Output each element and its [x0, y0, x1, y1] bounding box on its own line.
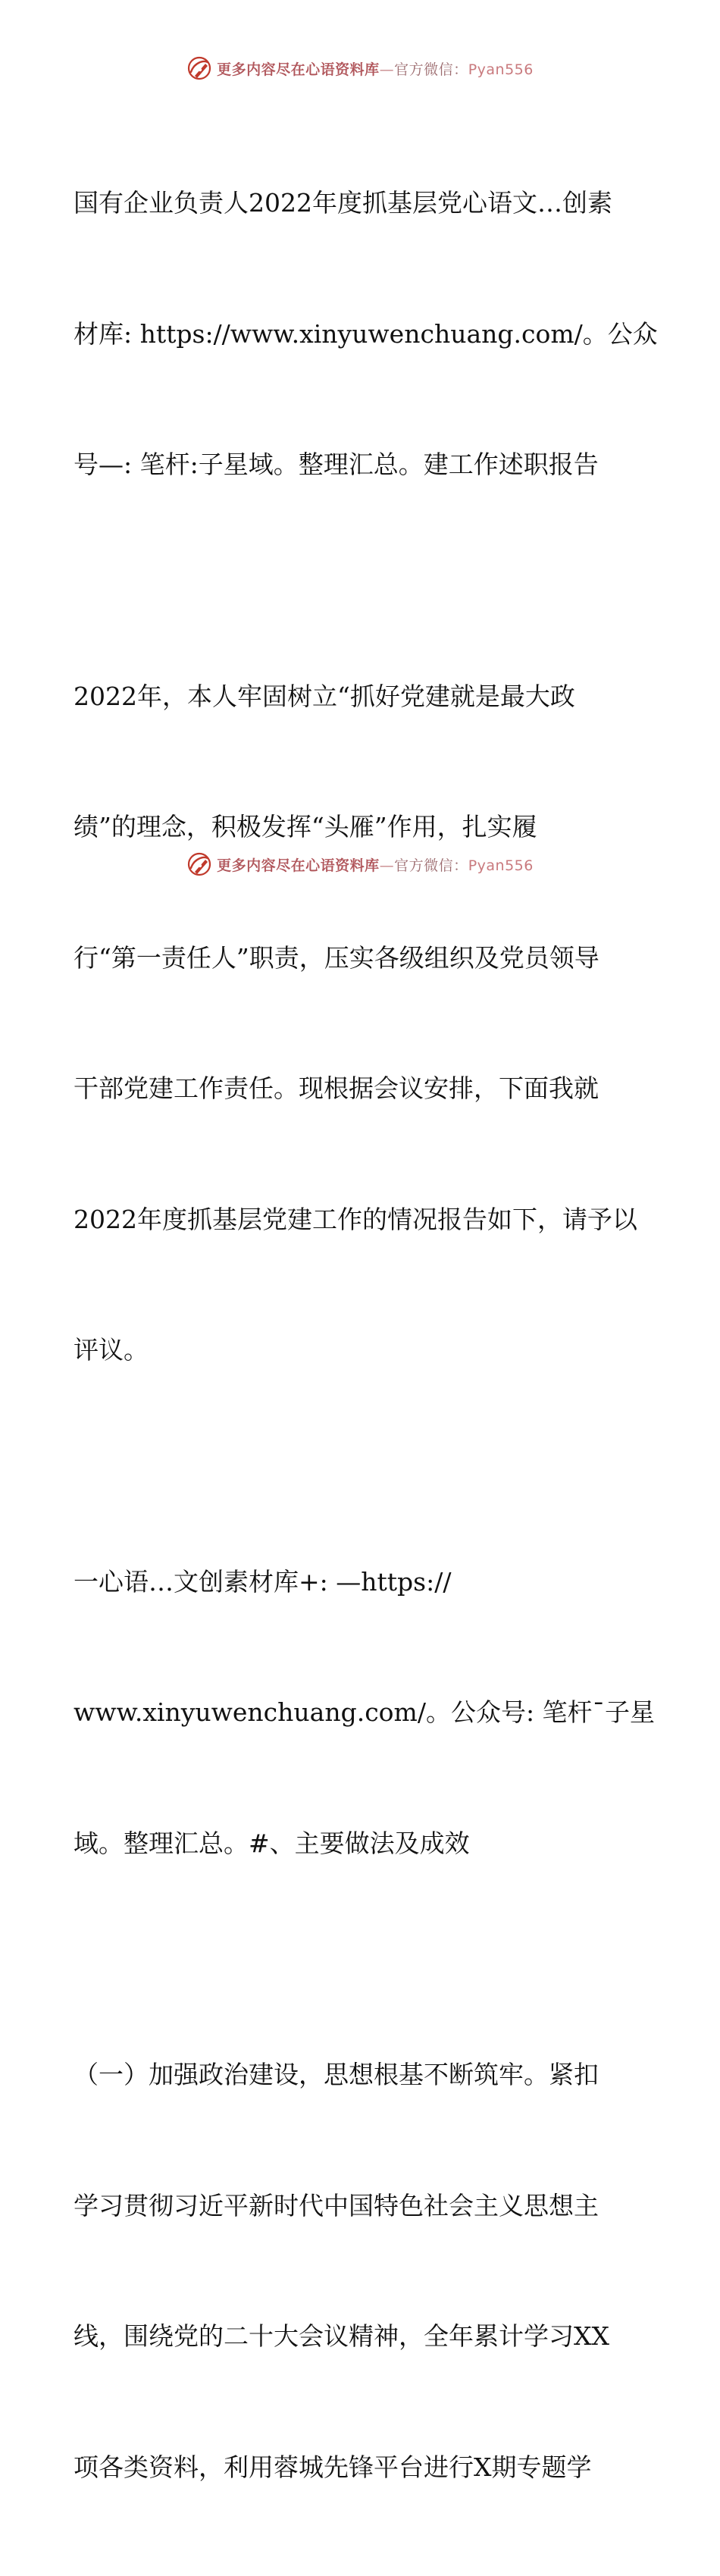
- header-watermark-banner: [0, 53, 720, 83]
- header-wechat-account: Pyan556: [468, 61, 534, 78]
- footer-separator: —: [379, 857, 395, 874]
- paragraph-title: [74, 94, 657, 574]
- text-line: 2022年度抓基层党建工作的情况报告如下，请予以: [74, 1204, 637, 1234]
- footer-wechat-account: Pyan556: [468, 857, 534, 874]
- text-line: 号—: 笔杆:子星域。整理汇总。建工作述职报告: [74, 450, 599, 479]
- text-line: 材库: https://www.xinyuwenchuang.com/。公众: [74, 318, 658, 349]
- text-line: 2022年，本人牢固树立“抓好党建就是最大政: [74, 681, 575, 711]
- text-line: 学习贯彻习近平新时代中国特色社会主义思想主: [74, 2190, 599, 2220]
- footer-brand-text: 更多内容尽在心语资料库: [217, 857, 380, 874]
- footer-wechat-label: 官方微信：: [394, 857, 468, 874]
- footer-watermark-text: [217, 854, 534, 875]
- text-line: www.xinyuwenchuang.com/。公众号: 笔杆¯子星: [74, 1697, 656, 1727]
- text-line: 一心语…文创素材库+: —https://: [74, 1566, 452, 1597]
- paragraph-political-construction: [74, 1966, 657, 2576]
- text-line: 评议。: [74, 1335, 149, 1365]
- text-line: 项各类资料，利用蓉城先锋平台进行X期专题学: [74, 2452, 592, 2482]
- pen-logo-icon: [186, 55, 212, 81]
- text-line: 干部党建工作责任。现根据会议安排，下面我就: [74, 1073, 599, 1103]
- text-line: 线，围绕党的二十大会议精神，全年累计学习XX: [74, 2321, 609, 2351]
- header-brand-text: 更多内容尽在心语资料库: [217, 61, 380, 78]
- footer-watermark-banner: [0, 849, 720, 879]
- header-separator: —: [379, 61, 395, 78]
- header-watermark-text: [217, 58, 534, 79]
- paragraph-intro: [74, 588, 657, 1459]
- document-body: [74, 89, 657, 2576]
- text-line: 国有企业负责人2022年度抓基层党心语文…创素: [74, 188, 612, 218]
- text-line: 域。整理汇总。#、主要做法及成效: [74, 1828, 470, 1858]
- text-line: 绩”的理念，积极发挥“头雁”作用，扎实履: [74, 812, 537, 841]
- pen-logo-icon: [186, 851, 212, 877]
- text-line: 行“第一责任人”职责，压实各级组织及党员领导: [74, 942, 599, 973]
- paragraph-section-heading: [74, 1473, 657, 1953]
- header-wechat-label: 官方微信：: [394, 61, 468, 78]
- text-line: （一）加强政治建设，思想根基不断筑牢。紧扣: [74, 2060, 599, 2089]
